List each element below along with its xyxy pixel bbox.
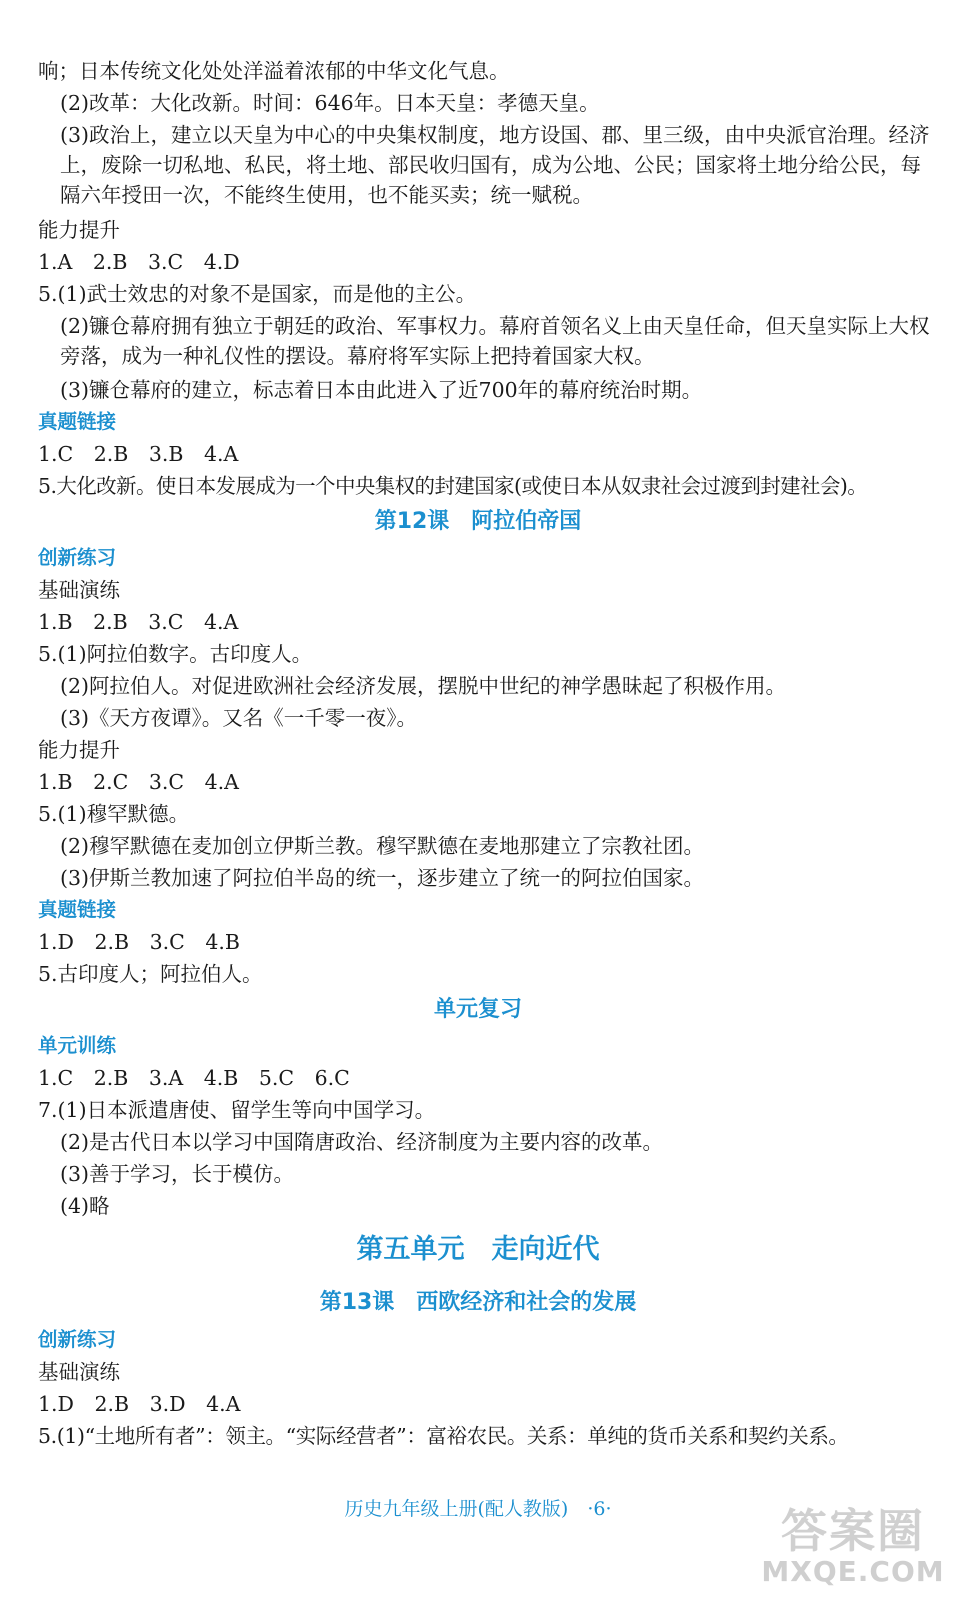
answer-line: 1.B 2.C 3.C 4.A xyxy=(38,770,239,794)
text-line: 5.(1)阿拉伯数字。古印度人。 xyxy=(38,642,313,666)
text-line: 5.(1)穆罕默德。 xyxy=(38,802,190,826)
answer-line: 1.C 2.B 3.A 4.B 5.C 6.C xyxy=(38,1066,350,1090)
watermark-site: MXQE.COM xyxy=(761,1555,945,1588)
text-line: (2)是古代日本以学习中国隋唐政治、经济制度为主要内容的改革。 xyxy=(60,1130,664,1154)
answer-line: 1.B 2.B 3.C 4.A xyxy=(38,610,239,634)
watermark-brand: 答案圈 xyxy=(781,1504,925,1558)
text-line: 5.大化改新。使日本发展成为一个中央集权的封建国家(或使日本从奴隶社会过渡到封建社会)。 xyxy=(38,474,868,498)
text-paragraph: (3)政治上，建立以天皇为中心的中央集权制度，地方设国、郡、里三级，由中央派官治理。经济上，废除一切私地、私民，将土地、部民收归国有，成为公地、公民；国家将土地分给公民，每隔六年授田一次，不能终生使用，也不能买卖；统一赋税。 xyxy=(60,123,930,207)
subsection-label: 基础演练 xyxy=(38,1360,120,1384)
text-line: 5.(1)武士效忠的对象不是国家，而是他的主公。 xyxy=(38,282,477,306)
section-heading: 真题链接 xyxy=(38,898,117,921)
section-heading: 单元训练 xyxy=(38,1034,117,1057)
text-line: 5.(1)“土地所有者”：领主。“实际经营者”：富裕农民。关系：单纯的货币关系和契约关系。 xyxy=(38,1424,849,1448)
text-line: 5.古印度人；阿拉伯人。 xyxy=(38,962,263,986)
subsection-label: 能力提升 xyxy=(38,738,120,762)
text-line: (2)阿拉伯人。对促进欧洲社会经济发展，摆脱中世纪的神学愚昧起了积极作用。 xyxy=(60,674,787,698)
text-paragraph: (2)镰仓幕府拥有独立于朝廷的政治、军事权力。幕府首领名义上由天皇任命，但天皇实际上大权旁落，成为一种礼仪性的摆设。幕府将军实际上把持着国家大权。 xyxy=(60,314,930,368)
subsection-label: 基础演练 xyxy=(38,578,120,602)
text-line: (3)《天方夜谭》。又名《一千零一夜》。 xyxy=(60,706,418,730)
subsection-label: 能力提升 xyxy=(38,218,120,242)
section-heading: 创新练习 xyxy=(38,546,117,569)
answer-line: 1.A 2.B 3.C 4.D xyxy=(38,250,240,274)
text-line: (3)善于学习，长于模仿。 xyxy=(60,1162,295,1186)
page-footer: 历史九年级上册(配人教版) ·6· xyxy=(344,1498,612,1520)
text-line: (2)穆罕默德在麦加创立伊斯兰教。穆罕默德在麦地那建立了宗教社团。 xyxy=(60,834,705,858)
lesson-title: 第12课 阿拉伯帝国 xyxy=(374,509,582,534)
watermark-logo xyxy=(758,1506,948,1592)
review-title: 单元复习 xyxy=(433,997,522,1022)
text-line: (3)镰仓幕府的建立，标志着日本由此进入了近700年的幕府统治时期。 xyxy=(60,378,703,402)
unit-title: 第五单元 走向近代 xyxy=(356,1234,600,1265)
section-heading: 真题链接 xyxy=(38,410,117,433)
answer-line: 1.D 2.B 3.D 4.A xyxy=(38,1392,241,1416)
section-heading: 创新练习 xyxy=(38,1328,117,1351)
text-line: 响；日本传统文化处处洋溢着浓郁的中华文化气息。 xyxy=(38,59,510,83)
text-line: (4)略 xyxy=(60,1194,110,1218)
text-line: (2)改革：大化改新。时间：646年。日本天皇：孝德天皇。 xyxy=(60,91,600,115)
text-line: (3)伊斯兰教加速了阿拉伯半岛的统一，逐步建立了统一的阿拉伯国家。 xyxy=(60,866,705,890)
text-line: 7.(1)日本派遣唐使、留学生等向中国学习。 xyxy=(38,1098,436,1122)
answer-line: 1.C 2.B 3.B 4.A xyxy=(38,442,239,466)
lesson-title: 第13课 西欧经济和社会的发展 xyxy=(319,1290,637,1315)
answer-line: 1.D 2.B 3.C 4.B xyxy=(38,930,240,954)
